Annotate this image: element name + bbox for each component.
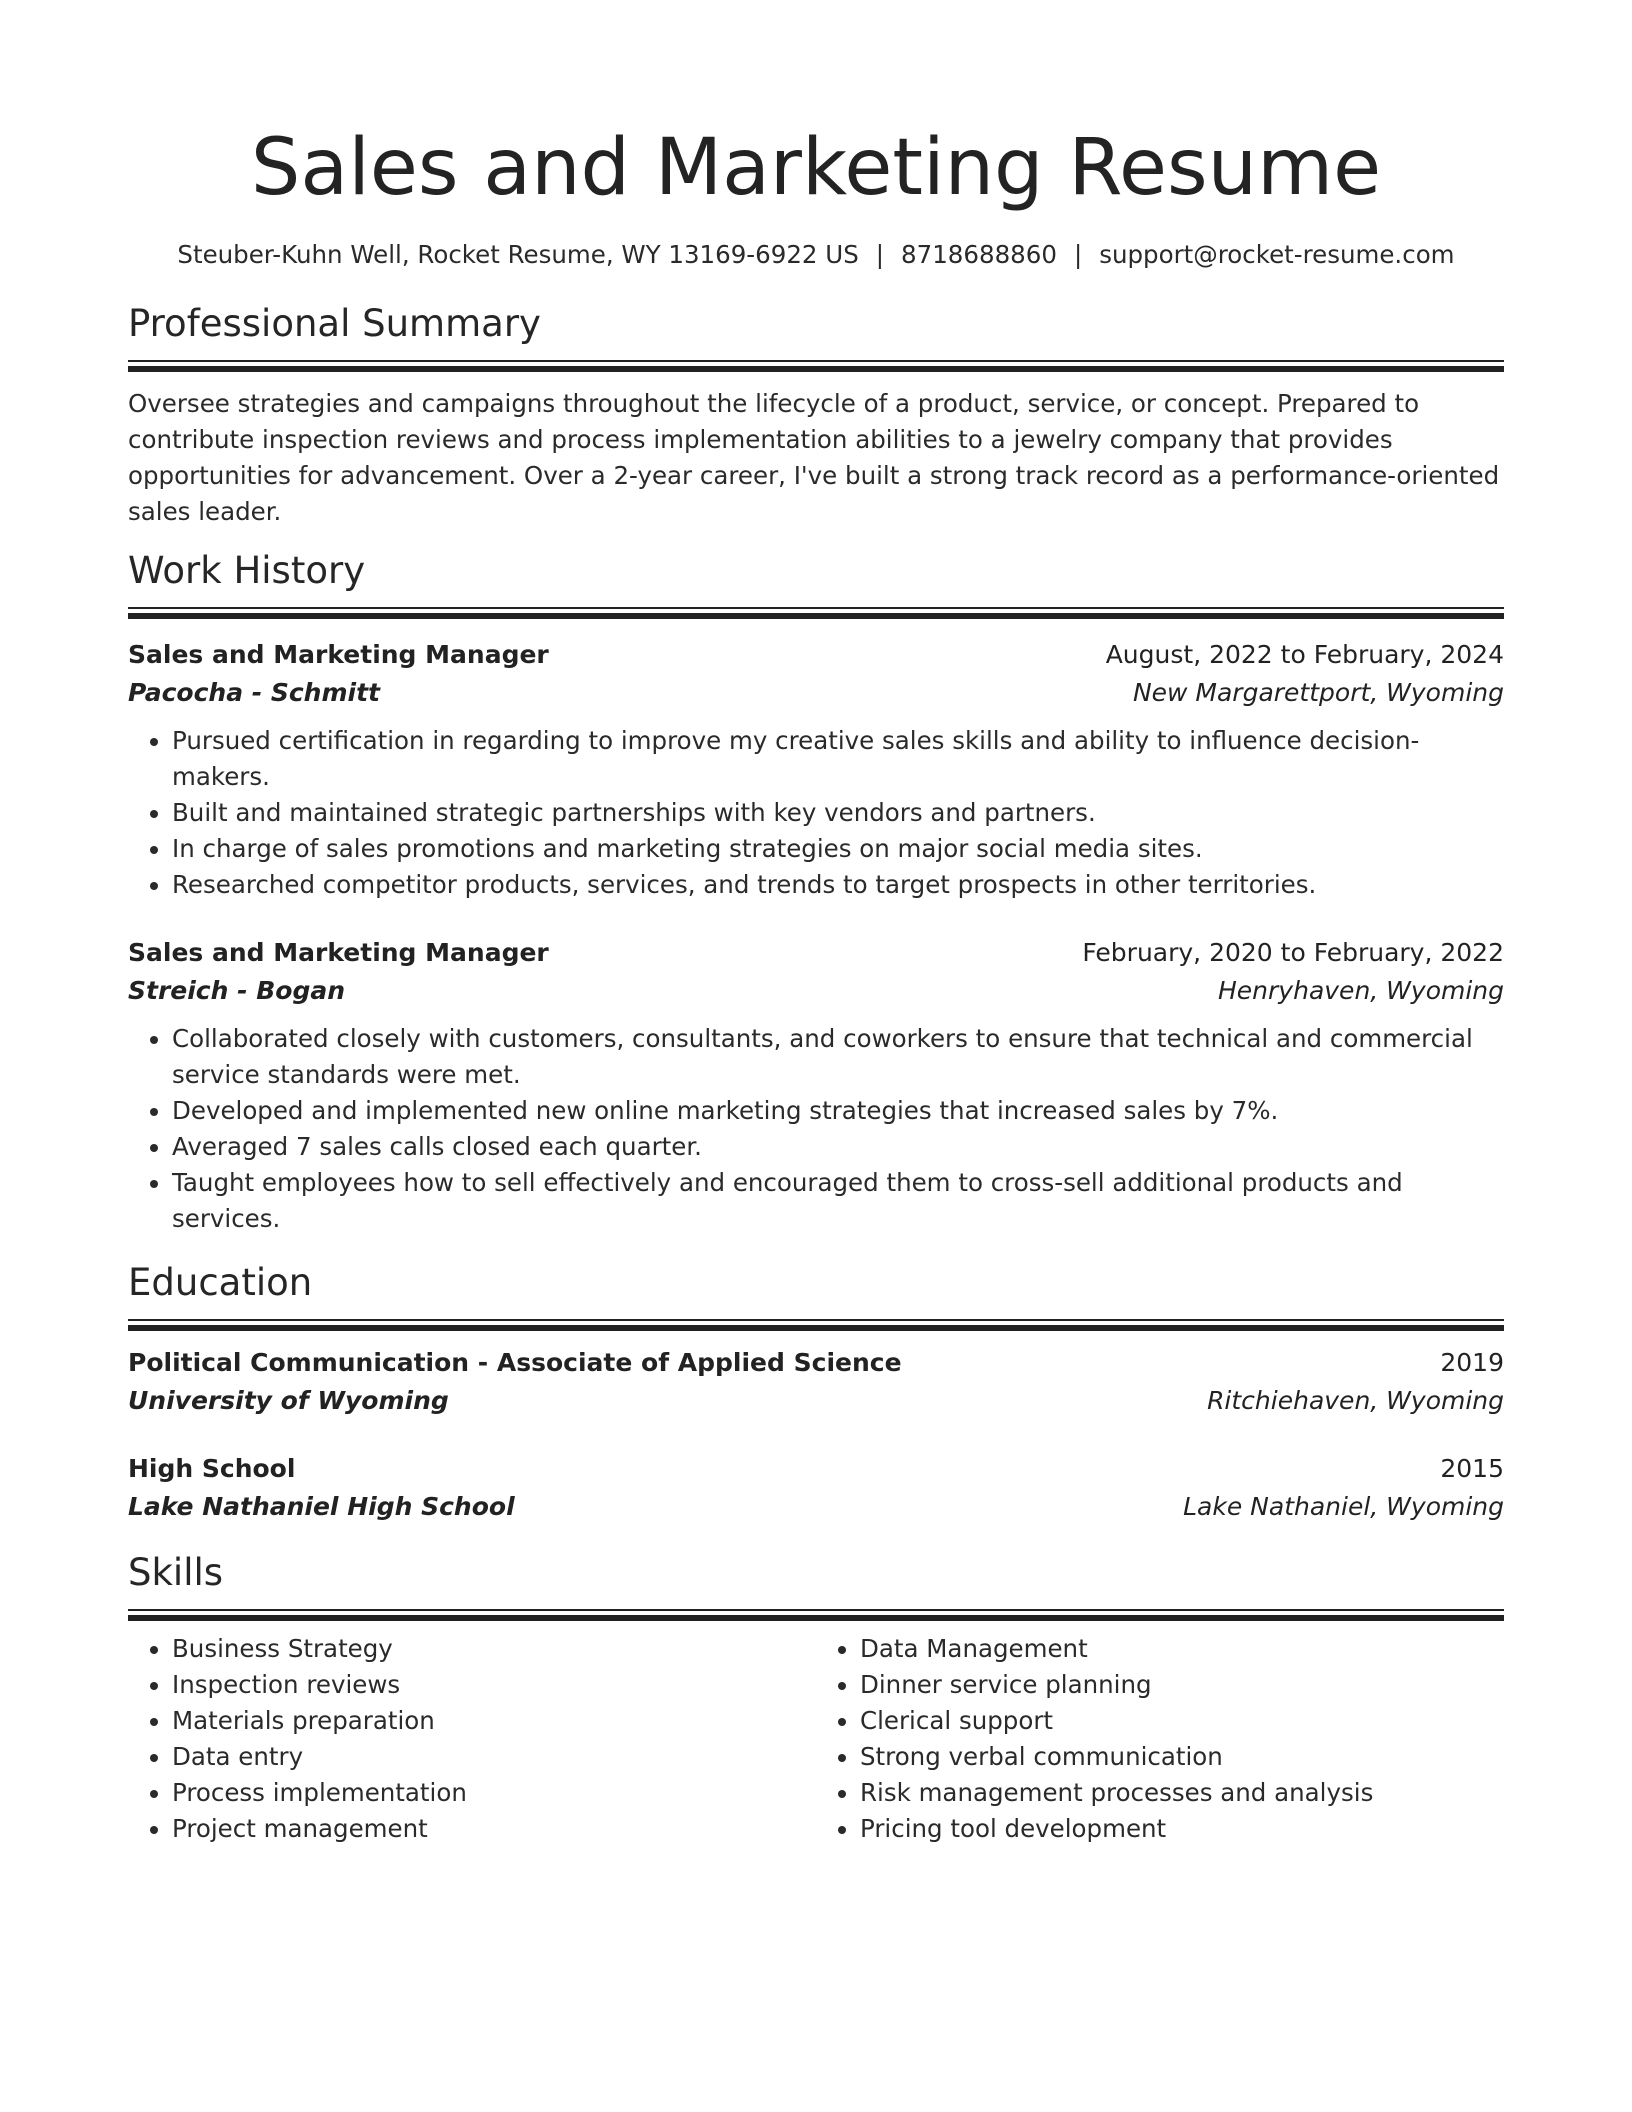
skills-left-column bbox=[128, 1631, 816, 1847]
job-title: Sales and Marketing Manager bbox=[128, 640, 549, 669]
degree: High School bbox=[128, 1454, 296, 1483]
list-item: • Strong verbal communication bbox=[860, 1739, 1504, 1775]
section-divider bbox=[128, 1319, 1504, 1331]
list-item: • Data entry bbox=[172, 1739, 816, 1775]
job-company: Pacocha - Schmitt bbox=[128, 678, 381, 707]
job-company: Streich - Bogan bbox=[128, 976, 346, 1005]
job-bullets bbox=[128, 1021, 1504, 1237]
section-divider bbox=[128, 360, 1504, 372]
job-title: Sales and Marketing Manager bbox=[128, 938, 549, 967]
job-bullets bbox=[128, 723, 1504, 903]
school-location: Lake Nathaniel, Wyoming bbox=[1183, 1492, 1504, 1521]
contact-separator: | bbox=[1073, 240, 1083, 269]
list-item: • Developed and implemented new online marketing strategies that increased sales by 7%. bbox=[172, 1093, 1504, 1129]
skills-right-column bbox=[816, 1631, 1504, 1847]
job-dates: August, 2022 to February, 2024 bbox=[1105, 640, 1504, 669]
education-entry bbox=[128, 1345, 1504, 1421]
list-item: • Project management bbox=[172, 1811, 816, 1847]
section-title-work: Work History bbox=[128, 549, 366, 592]
contact-separator: | bbox=[875, 240, 885, 269]
school-name: Lake Nathaniel High School bbox=[128, 1492, 515, 1521]
work-section bbox=[128, 549, 1504, 1237]
resume-title: Sales and Marketing Resume bbox=[250, 123, 1382, 213]
degree: Political Communication - Associate of Applied Science bbox=[128, 1348, 902, 1377]
list-item: • Process implementation bbox=[172, 1775, 816, 1811]
section-title-skills: Skills bbox=[128, 1551, 224, 1594]
contact-email: support@rocket-resume.com bbox=[1099, 240, 1455, 269]
graduation-year: 2015 bbox=[1440, 1454, 1504, 1483]
school-location: Ritchiehaven, Wyoming bbox=[1207, 1386, 1504, 1415]
list-item: • Risk management processes and analysis bbox=[860, 1775, 1504, 1811]
list-item: • Clerical support bbox=[860, 1703, 1504, 1739]
job-dates: February, 2020 to February, 2022 bbox=[1082, 938, 1504, 967]
section-divider bbox=[128, 607, 1504, 619]
summary-section bbox=[128, 302, 1504, 530]
resume-page bbox=[128, 0, 1504, 1847]
job-location: Henryhaven, Wyoming bbox=[1218, 976, 1504, 1005]
job-entry bbox=[128, 637, 1504, 903]
list-item: • Materials preparation bbox=[172, 1703, 816, 1739]
summary-text: Oversee strategies and campaigns throughout the lifecycle of a product, service, or concept. Prepared to contribute inspection reviews and process implementation abilities to a jewelry company that provides opportunities for advancement. Over a 2-year career, I've built a strong track record as a performance-oriented sales leader. bbox=[128, 389, 1500, 526]
list-item: • Dinner service planning bbox=[860, 1667, 1504, 1703]
contact-address: Steuber-Kuhn Well, Rocket Resume, WY 13169-6922 US bbox=[177, 240, 859, 269]
section-divider bbox=[128, 1609, 1504, 1621]
list-item: • Business Strategy bbox=[172, 1631, 816, 1667]
list-item: • Pursued certification in regarding to improve my creative sales skills and ability to influence decision-makers. bbox=[172, 723, 1504, 795]
contact-phone: 8718688860 bbox=[901, 240, 1057, 269]
list-item: • Averaged 7 sales calls closed each quarter. bbox=[172, 1129, 1504, 1165]
section-title-education: Education bbox=[128, 1261, 313, 1304]
list-item: • In charge of sales promotions and marketing strategies on major social media sites. bbox=[172, 831, 1504, 867]
list-item: • Collaborated closely with customers, consultants, and coworkers to ensure that technical and commercial service standards were met. bbox=[172, 1021, 1504, 1093]
list-item: • Data Management bbox=[860, 1631, 1504, 1667]
list-item: • Researched competitor products, services, and trends to target prospects in other territories. bbox=[172, 867, 1504, 903]
education-section bbox=[128, 1261, 1504, 1527]
list-item: • Built and maintained strategic partnerships with key vendors and partners. bbox=[172, 795, 1504, 831]
school-name: University of Wyoming bbox=[128, 1386, 449, 1415]
job-location: New Margarettport, Wyoming bbox=[1132, 678, 1504, 707]
graduation-year: 2019 bbox=[1440, 1348, 1504, 1377]
skills-columns bbox=[128, 1631, 1504, 1847]
contact-line bbox=[128, 240, 1504, 270]
section-title-summary: Professional Summary bbox=[128, 302, 541, 345]
education-entry bbox=[128, 1451, 1504, 1527]
list-item: • Taught employees how to sell effectively and encouraged them to cross-sell additional products and services. bbox=[172, 1165, 1504, 1237]
skills-section bbox=[128, 1551, 1504, 1847]
list-item: • Pricing tool development bbox=[860, 1811, 1504, 1847]
job-entry bbox=[128, 935, 1504, 1237]
list-item: • Inspection reviews bbox=[172, 1667, 816, 1703]
